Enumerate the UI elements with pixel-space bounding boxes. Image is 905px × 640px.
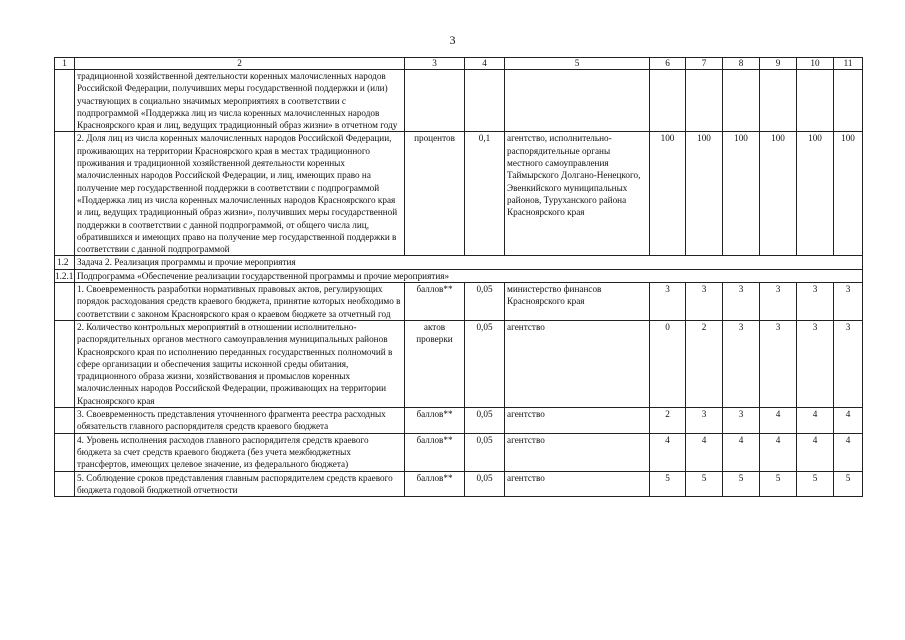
source: агентство (505, 320, 650, 407)
value-8: 4 (723, 433, 760, 471)
col-header: 4 (465, 58, 505, 70)
value-6: 5 (650, 471, 686, 497)
value-9: 3 (760, 320, 797, 407)
value-6: 3 (650, 283, 686, 321)
col-header: 2 (75, 58, 405, 70)
unit: баллов** (405, 283, 465, 321)
value-9: 100 (760, 132, 797, 256)
indicator-text: 2. Количество контрольных мероприятий в отношении исполнительно-распорядительных органов местного самоуправления муниципальных районов Красноярского края по исполнению переданных государственных полномочий в сфере организации и обеспечения защиты исконной среды обитания, традиционного образа жизни, хозяйствования и промыслов коренных малочисленных народов Российской Федерации, проживающих на территории Красноярского края (75, 320, 405, 407)
source: агентство (505, 471, 650, 497)
value-9: 5 (760, 471, 797, 497)
value-8: 5 (723, 471, 760, 497)
value-7: 5 (686, 471, 723, 497)
weight: 0,1 (465, 132, 505, 256)
value-6: 2 (650, 408, 686, 434)
col-header: 8 (723, 58, 760, 70)
source: агентство (505, 433, 650, 471)
table-row (55, 132, 863, 256)
value-7: 100 (686, 132, 723, 256)
value-9: 4 (760, 408, 797, 434)
indicator-text: 1. Своевременность разработки нормативных правовых актов, регулирующих порядок расходования средств краевого бюджета, принятие которых необходимо в соответствии с законом Красноярского края о краевом бюджете за отчетный год (75, 283, 405, 321)
col-header: 9 (760, 58, 797, 70)
value-8: 3 (723, 408, 760, 434)
value-7: 3 (686, 283, 723, 321)
weight: 0,05 (465, 471, 505, 497)
value-10: 3 (797, 283, 834, 321)
page-number: 3 (449, 33, 456, 47)
source: агентство (505, 408, 650, 434)
col-header: 7 (686, 58, 723, 70)
source: министерство финансов Красноярского края (505, 283, 650, 321)
col-header: 1 (55, 58, 75, 70)
value-10: 4 (797, 433, 834, 471)
value-11: 4 (834, 408, 863, 434)
col-header: 5 (505, 58, 650, 70)
indicator-text: традиционной хозяйственной деятельности коренных малочисленных народов Российской Федерации, получивших меры государственной поддержки и (или) участвующих в социально значимых мероприятиях в соответствии с подпрограммой «Поддержка лиц из числа коренных малочисленных народов Красноярского края и лиц, ведущих традиционный образ жизни» в отчетном году (75, 70, 405, 132)
task-title: Задача 2. Реализация программы и прочие мероприятия (75, 256, 863, 269)
indicator-text: 5. Соблюдение сроков представления главным распорядителем средств краевого бюджета годовой бюджетной отчетности (75, 471, 405, 497)
row-number: 1.2 (55, 256, 75, 269)
value-7: 2 (686, 320, 723, 407)
value-8: 3 (723, 283, 760, 321)
row-number: 1.2.1 (55, 270, 74, 281)
table-row (55, 408, 863, 434)
value-11: 4 (834, 433, 863, 471)
table-row (55, 433, 863, 471)
subprogram-title: Подпрограмма «Обеспечение реализации государственной программы и прочие мероприятия» (75, 269, 863, 282)
weight: 0,05 (465, 283, 505, 321)
table-row (55, 70, 863, 132)
value-6: 0 (650, 320, 686, 407)
value-10: 5 (797, 471, 834, 497)
value-7: 3 (686, 408, 723, 434)
value-11: 3 (834, 320, 863, 407)
value-10: 100 (797, 132, 834, 256)
unit: актов проверки (405, 320, 465, 407)
indicator-text: 2. Доля лиц из числа коренных малочисленных народов Российской Федерации, проживающих на территории Красноярского края в местах традиционного проживания и традиционной хозяйственной деятельности коренных малочисленных народов Российской Федерации, и лиц, имеющих право на получение мер государственной поддержки в соответствии с подпрограммой «Поддержка лиц из числа коренных малочисленных народов Красноярского края и лиц, ведущих традиционный образ жизни», получивших меры государственной поддержки в соответствии с данной подпрограммой, от общего числа лиц, обратившихся и имеющих право на получение мер государственной поддержки в соответствии с данной подпрограммой (75, 132, 405, 256)
weight: 0,05 (465, 408, 505, 434)
unit: баллов** (405, 408, 465, 434)
col-header: 11 (834, 58, 863, 70)
header-row (55, 58, 863, 70)
weight: 0,05 (465, 433, 505, 471)
source: агентство, исполнительно-распорядительные органы местного самоуправления Таймырского Долгано-Ненецкого, Эвенкийского муниципальных районов, Туруханского района Красноярского края (505, 132, 650, 256)
unit: баллов** (405, 471, 465, 497)
value-10: 3 (797, 320, 834, 407)
value-11: 5 (834, 471, 863, 497)
table-row (55, 283, 863, 321)
value-10: 4 (797, 408, 834, 434)
unit: процентов (405, 132, 465, 256)
indicators-table (54, 57, 863, 497)
value-9: 4 (760, 433, 797, 471)
value-6: 4 (650, 433, 686, 471)
value-8: 100 (723, 132, 760, 256)
value-7: 4 (686, 433, 723, 471)
col-header: 10 (797, 58, 834, 70)
col-header: 3 (405, 58, 465, 70)
weight: 0,05 (465, 320, 505, 407)
col-header: 6 (650, 58, 686, 70)
indicator-text: 4. Уровень исполнения расходов главного распорядителя средств краевого бюджета за счет средств краевого бюджета (без учета межбюджетных трансфертов, имеющих целевое значение, из федерального бюджета) (75, 433, 405, 471)
subprogram-row (55, 269, 863, 282)
value-9: 3 (760, 283, 797, 321)
value-6: 100 (650, 132, 686, 256)
table-row (55, 320, 863, 407)
value-11: 100 (834, 132, 863, 256)
task-row (55, 256, 863, 269)
unit: баллов** (405, 433, 465, 471)
value-11: 3 (834, 283, 863, 321)
indicator-text: 3. Своевременность представления уточненного фрагмента реестра расходных обязательств главного распорядителя средств краевого бюджета (75, 408, 405, 434)
value-8: 3 (723, 320, 760, 407)
table-row (55, 471, 863, 497)
